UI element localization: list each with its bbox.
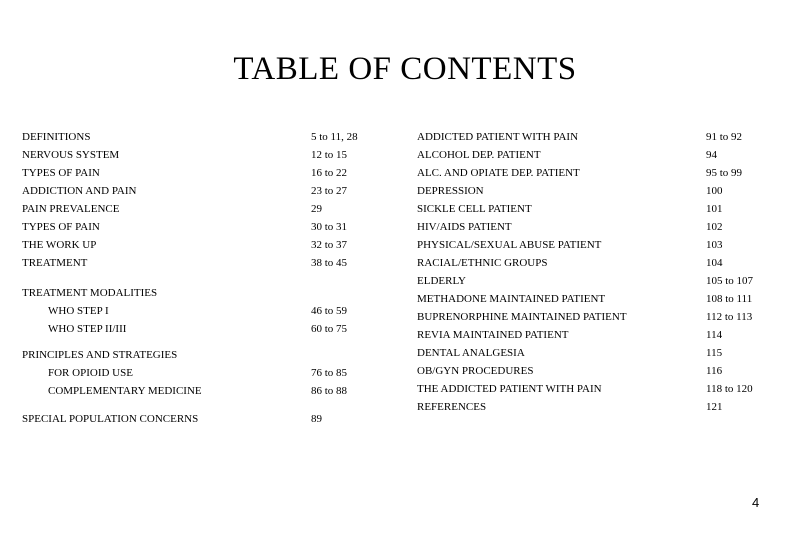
toc-entry-pages: 118 to 120 bbox=[706, 383, 753, 395]
toc-entry-pages: 38 to 45 bbox=[311, 257, 348, 269]
toc-entry-pages: 121 bbox=[706, 401, 723, 413]
toc-entry-pages: 60 to 75 bbox=[311, 323, 348, 335]
toc-section-heading: TREATMENT MODALITIES bbox=[22, 287, 158, 299]
toc-entry-pages: 114 bbox=[706, 329, 723, 341]
toc-entry-label: REVIA MAINTAINED PATIENT bbox=[417, 329, 569, 341]
section-gap bbox=[311, 338, 358, 346]
left-topics-column bbox=[22, 128, 202, 428]
toc-entry-label: REFERENCES bbox=[417, 401, 487, 413]
section-gap bbox=[311, 400, 358, 410]
toc-entry-pages: 46 to 59 bbox=[311, 305, 348, 317]
toc-entry-pages: 103 bbox=[706, 239, 723, 251]
toc-entry-pages: 23 to 27 bbox=[311, 185, 348, 197]
toc-entry-pages: 5 to 11, 28 bbox=[311, 131, 358, 143]
toc-entry-pages: 102 bbox=[706, 221, 723, 233]
section-gap bbox=[311, 272, 358, 284]
toc-entry-label: THE WORK UP bbox=[22, 239, 97, 251]
toc-entry-pages: 29 bbox=[311, 203, 322, 215]
toc-subentry-label: WHO STEP I bbox=[48, 305, 109, 317]
toc-entry-pages: 91 to 92 bbox=[706, 131, 743, 143]
toc-entry-label: DEFINITIONS bbox=[22, 131, 91, 143]
toc-entry-pages: 112 to 113 bbox=[706, 311, 753, 323]
page-title: TABLE OF CONTENTS bbox=[233, 51, 577, 87]
toc-entry-label: ALCOHOL DEP. PATIENT bbox=[417, 149, 541, 161]
toc-entry-pages: 105 to 107 bbox=[706, 275, 754, 287]
toc-entry-pages: 115 bbox=[706, 347, 723, 359]
page-number: 4 bbox=[752, 495, 760, 510]
toc-entry-label: TYPES OF PAIN bbox=[22, 167, 100, 179]
toc-entry-pages bbox=[311, 284, 358, 302]
left-pages-column bbox=[311, 128, 358, 428]
toc-entry-label: ADDICTED PATIENT WITH PAIN bbox=[417, 131, 579, 143]
toc-entry-label: TYPES OF PAIN bbox=[22, 221, 100, 233]
toc-entry-label: BUPRENORPHINE MAINTAINED PATIENT bbox=[417, 311, 627, 323]
toc-entry-label: SICKLE CELL PATIENT bbox=[417, 203, 532, 215]
toc-entry-label: OB/GYN PROCEDURES bbox=[417, 365, 534, 377]
toc-entry-pages: 76 to 85 bbox=[311, 367, 348, 379]
toc-entry-label: ALC. AND OPIATE DEP. PATIENT bbox=[417, 167, 580, 179]
toc-entry-pages: 86 to 88 bbox=[311, 385, 348, 397]
toc-entry-label: PHYSICAL/SEXUAL ABUSE PATIENT bbox=[417, 239, 602, 251]
toc-entry-pages: 95 to 99 bbox=[706, 167, 743, 179]
right-topics-column bbox=[417, 128, 627, 416]
toc-entry-label: RACIAL/ETHNIC GROUPS bbox=[417, 257, 548, 269]
toc-entry-label: ELDERLY bbox=[417, 275, 467, 287]
toc-entry-pages: 12 to 15 bbox=[311, 149, 348, 161]
toc-entry-label: DEPRESSION bbox=[417, 185, 484, 197]
section-gap bbox=[22, 400, 202, 410]
toc-entry-pages: 94 bbox=[706, 149, 717, 161]
toc-subentry-label: FOR OPIOID USE bbox=[48, 367, 133, 379]
toc-entry-pages: 108 to 111 bbox=[706, 293, 753, 305]
toc-entry-pages: 89 bbox=[311, 413, 322, 425]
toc-subentry-label: WHO STEP II/III bbox=[48, 323, 127, 335]
toc-entry-pages: 30 to 31 bbox=[311, 221, 348, 233]
toc-entry-pages: 104 bbox=[706, 257, 723, 269]
toc-entry-pages bbox=[311, 346, 358, 364]
toc-entry-pages: 16 to 22 bbox=[311, 167, 348, 179]
toc-entry-label: SPECIAL POPULATION CONCERNS bbox=[22, 413, 199, 425]
toc-entry-label: NERVOUS SYSTEM bbox=[22, 149, 120, 161]
toc-entry-label: ADDICTION AND PAIN bbox=[22, 185, 137, 197]
toc-entry-pages: 100 bbox=[706, 185, 723, 197]
section-gap bbox=[22, 338, 202, 346]
toc-subentry-label: COMPLEMENTARY MEDICINE bbox=[48, 385, 202, 397]
toc-entry-pages: 101 bbox=[706, 203, 723, 215]
toc-entry-label: DENTAL ANALGESIA bbox=[417, 347, 525, 359]
toc-entry-label: HIV/AIDS PATIENT bbox=[417, 221, 512, 233]
toc-entry-pages: 32 to 37 bbox=[311, 239, 348, 251]
toc-entry-label: PAIN PREVALENCE bbox=[22, 203, 120, 215]
toc-entry-pages: 116 bbox=[706, 365, 723, 377]
toc-entry-label: METHADONE MAINTAINED PATIENT bbox=[417, 293, 606, 305]
toc-entry-label: TREATMENT bbox=[22, 257, 88, 269]
toc-section-heading: PRINCIPLES AND STRATEGIES bbox=[22, 349, 178, 361]
section-gap bbox=[22, 272, 202, 284]
toc-entry-label: THE ADDICTED PATIENT WITH PAIN bbox=[417, 383, 602, 395]
right-pages-column bbox=[706, 128, 753, 416]
